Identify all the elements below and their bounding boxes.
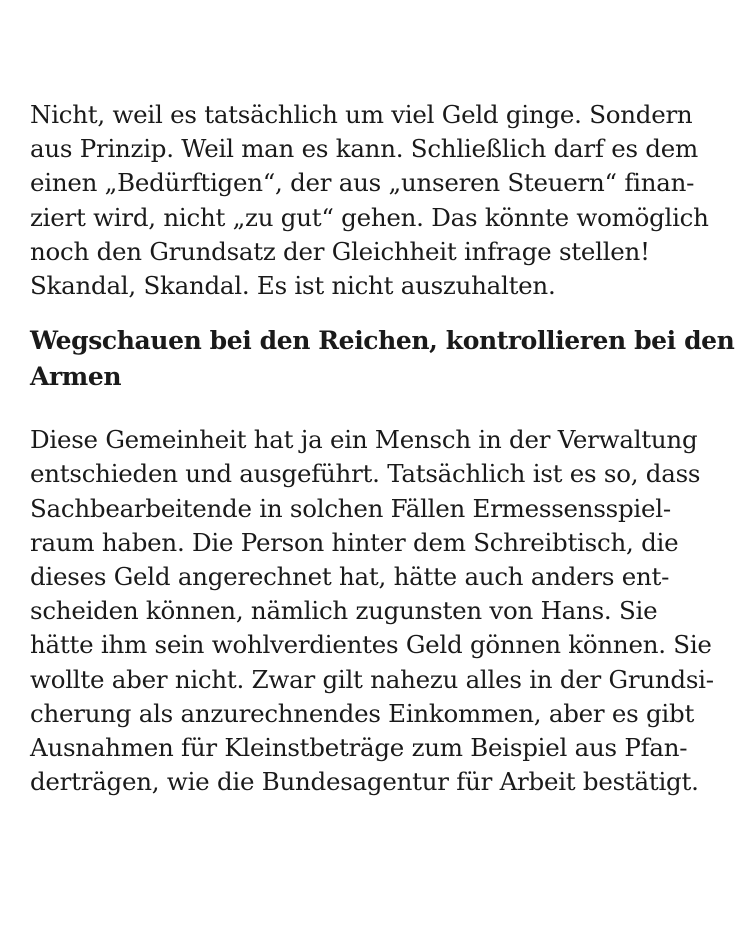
- paragraph-1-line-5: noch den Grundsatz der Gleichheit infrage stellen!: [30, 236, 650, 266]
- section-heading: [30, 323, 735, 395]
- paragraph-2-line-7: hätte ihm sein wohlverdientes Geld gönnen können. Sie: [30, 630, 712, 660]
- paragraph-2-line-10: Ausnahmen für Kleinstbeträge zum Beispiel aus Pfan-: [30, 733, 688, 763]
- paragraph-1-line-3: einen „Bedürftigen“, der aus „unseren Steuern“ finan-: [30, 168, 695, 198]
- paragraph-1-line-1: Nicht, weil es tatsächlich um viel Geld ginge. Sondern: [30, 100, 693, 129]
- paragraph-2-line-2: entschieden und ausgeführt. Tatsächlich ist es so, dass: [30, 459, 701, 489]
- heading-line-2: Armen: [30, 362, 122, 392]
- paragraph-1-line-6: Skandal, Skandal. Es ist nicht auszuhalten.: [30, 271, 556, 301]
- paragraph-2-line-6: scheiden können, nämlich zugunsten von Hans. Sie: [30, 596, 658, 626]
- paragraph-2-line-3: Sachbearbeitende in solchen Fällen Ermessensspiel-: [30, 493, 671, 523]
- paragraph-2-line-8: wollte aber nicht. Zwar gilt nahezu alles in der Grundsi-: [30, 664, 714, 694]
- paragraph-1-line-4: ziert wird, nicht „zu gut“ gehen. Das könnte womöglich: [30, 202, 709, 232]
- paragraph-1-line-2: aus Prinzip. Weil man es kann. Schließlich darf es dem: [30, 134, 698, 164]
- paragraph-2-line-9: cherung als anzurechnendes Einkommen, aber es gibt: [30, 698, 695, 728]
- paragraph-2-line-4: raum haben. Die Person hinter dem Schreibtisch, die: [30, 527, 679, 557]
- article-paragraph-1: [30, 98, 720, 303]
- heading-line-1: Wegschauen bei den Reichen, kontrollieren bei den: [30, 326, 735, 356]
- paragraph-2-line-5: dieses Geld angerechnet hat, hätte auch anders ent-: [30, 562, 670, 592]
- paragraph-2-line-1: Diese Gemeinheit hat ja ein Mensch in der Verwaltung: [30, 425, 698, 455]
- article-paragraph-2: [30, 423, 720, 799]
- paragraph-2-line-11: derträgen, wie die Bundesagentur für Arbeit bestätigt.: [30, 767, 699, 797]
- article-body: [30, 98, 735, 799]
